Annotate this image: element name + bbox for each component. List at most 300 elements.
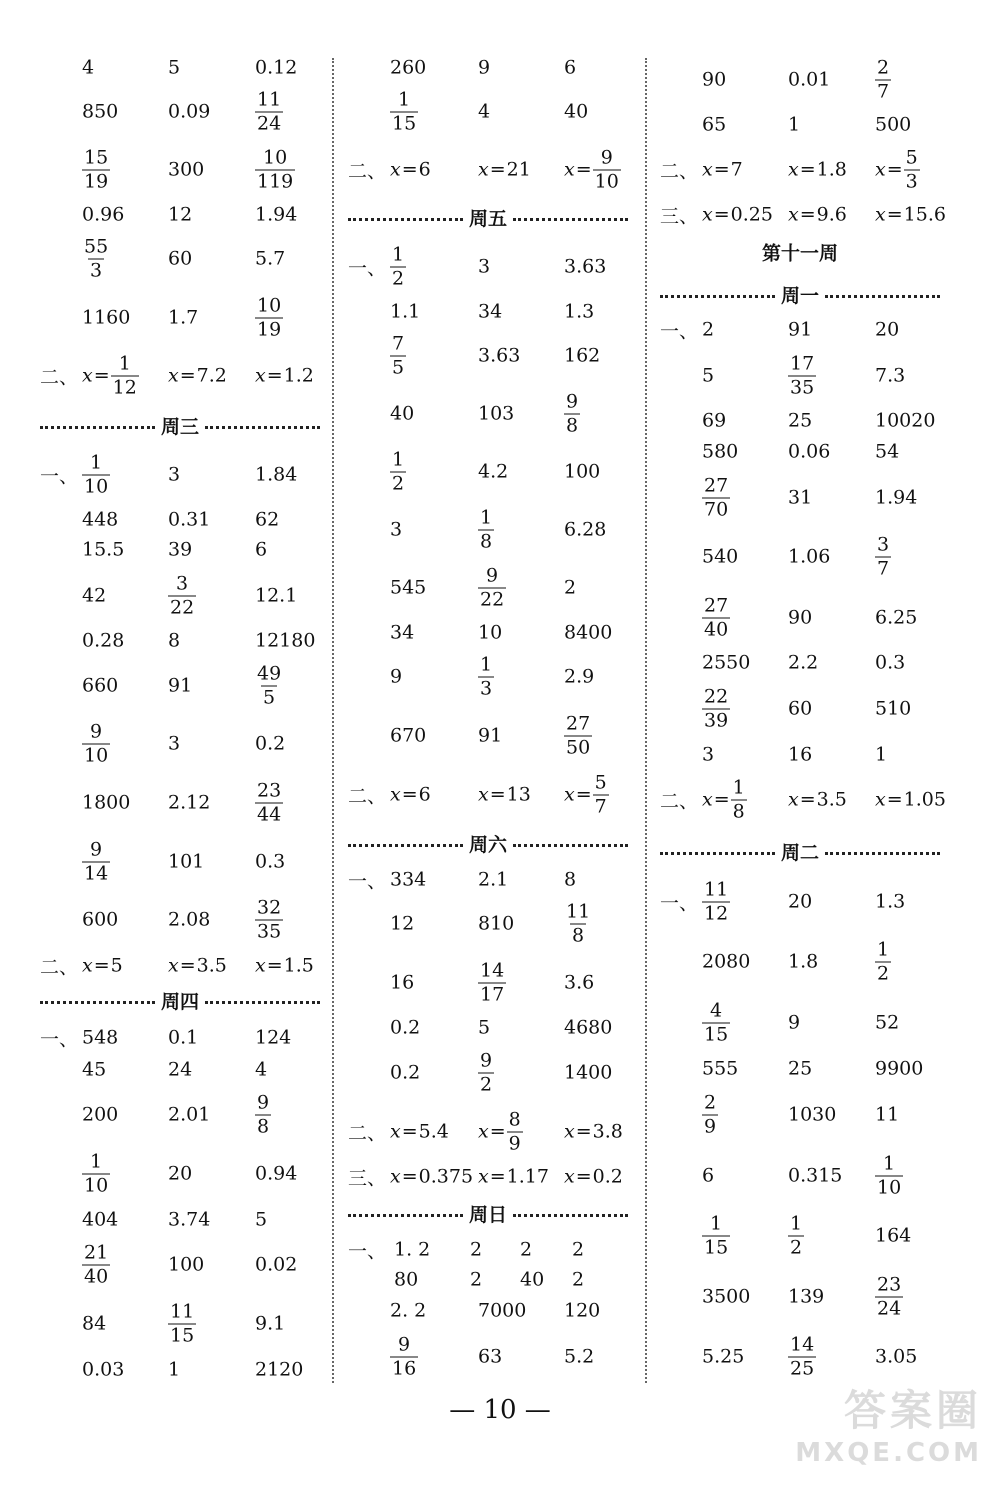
fraction-denominator: 15 — [704, 1236, 729, 1259]
answer-value: 6 — [702, 1164, 715, 1187]
answer-cell — [564, 1016, 613, 1039]
question-number: 二、 — [348, 785, 387, 808]
fraction-denominator: 2 — [790, 1236, 803, 1259]
answer-cell — [702, 651, 751, 674]
fraction-numerator: 1 — [398, 88, 411, 111]
fraction-numerator: 3 — [176, 572, 189, 595]
answer-cell — [788, 1212, 804, 1259]
answer-cell — [478, 1049, 494, 1096]
answer-cell — [875, 318, 900, 341]
answer-cell — [168, 572, 196, 619]
day-section-title: 周五 — [469, 207, 508, 230]
answer-cell — [168, 364, 227, 387]
answer-value: 0.2 — [390, 1061, 421, 1084]
answer-cell — [168, 1058, 193, 1081]
answer-row — [660, 105, 940, 145]
answer-cell — [702, 113, 727, 136]
variable-x: x — [390, 158, 401, 181]
answer-cell — [168, 203, 193, 226]
answer-value: 2 — [572, 1238, 585, 1261]
equals-sign: = — [489, 1165, 506, 1188]
answer-cell — [390, 1016, 421, 1039]
answer-cell — [255, 1026, 292, 1049]
answer-row — [40, 235, 320, 282]
equals-sign: = — [179, 364, 196, 387]
answer-cell — [168, 1253, 205, 1276]
answer-cell — [788, 788, 847, 811]
answer-cell — [875, 440, 900, 463]
answer-cell — [702, 1091, 718, 1138]
fraction — [731, 776, 747, 823]
answer-cell — [168, 538, 193, 561]
fraction — [702, 999, 730, 1046]
answer-value: 3.6 — [564, 971, 595, 994]
fraction — [82, 1150, 110, 1197]
answer-value: 1 — [168, 1358, 181, 1381]
answer-value: 3.74 — [168, 1208, 211, 1231]
answer-cell — [478, 56, 491, 79]
equation-solution — [875, 788, 946, 811]
answer-row — [660, 432, 940, 472]
answer-cell — [168, 158, 205, 181]
fraction — [702, 474, 730, 521]
answer-cell — [702, 68, 727, 91]
answer-row — [660, 56, 940, 103]
fraction-numerator: 1 — [877, 938, 890, 961]
answer-value: 510 — [875, 697, 912, 720]
equals-sign: = — [401, 158, 418, 181]
answer-cell — [572, 1238, 585, 1261]
fraction — [788, 352, 816, 399]
answer-value: 3 — [168, 463, 181, 486]
equals-sign: = — [266, 364, 283, 387]
answer-value: 6 — [418, 783, 431, 806]
fraction-numerator: 10 — [263, 146, 288, 169]
answer-cell — [255, 1162, 298, 1185]
answer-value: 0.02 — [255, 1253, 298, 1276]
question-number: 二、 — [40, 366, 79, 389]
answer-cell — [82, 1208, 119, 1231]
answer-value: 9 — [788, 1011, 801, 1034]
answer-cell — [564, 771, 609, 818]
answer-value: 2.08 — [168, 908, 211, 931]
answer-value: 21 — [506, 158, 531, 181]
answer-value: 2 — [702, 318, 715, 341]
fraction-denominator: 50 — [566, 736, 591, 759]
answer-value: 9.6 — [816, 203, 847, 226]
day-section-title: 周四 — [161, 990, 200, 1013]
answer-value: 0.03 — [82, 1358, 125, 1381]
answer-row — [660, 643, 940, 683]
answer-cell — [788, 113, 801, 136]
answer-cell — [168, 247, 193, 270]
answer-row — [40, 1050, 320, 1090]
answer-cell — [390, 300, 421, 323]
answer-value: 1.8 — [816, 158, 847, 181]
answer-value: 16 — [788, 743, 813, 766]
answer-cell — [82, 954, 123, 977]
answer-cell — [875, 364, 906, 387]
fraction — [564, 390, 580, 437]
fraction — [111, 352, 139, 399]
answer-row — [660, 776, 946, 823]
answer-cell — [478, 1016, 491, 1039]
answer-cell — [390, 1120, 449, 1143]
answer-value: 162 — [564, 344, 601, 367]
answer-cell — [702, 776, 747, 823]
answer-value: 20 — [168, 1162, 193, 1185]
answer-value: 1.8 — [788, 950, 819, 973]
answer-row — [348, 48, 628, 88]
answer-cell — [390, 576, 427, 599]
equals-sign: = — [179, 954, 196, 977]
dotted-leader — [40, 426, 155, 429]
answer-cell — [788, 486, 813, 509]
answer-cell — [788, 318, 813, 341]
equals-sign: = — [575, 1165, 592, 1188]
answer-row — [348, 613, 628, 653]
answer-value: 1800 — [82, 791, 131, 814]
variable-x: x — [390, 1165, 401, 1188]
fraction-numerator: 1 — [732, 776, 745, 799]
variable-x: x — [564, 158, 575, 181]
answer-value: 5 — [168, 56, 181, 79]
answer-row — [348, 390, 628, 437]
equation-solution — [875, 203, 946, 226]
answer-row — [348, 88, 628, 135]
answer-cell — [82, 508, 119, 531]
answer-cell — [390, 621, 415, 644]
answer-value: 15.6 — [903, 203, 946, 226]
answer-row — [660, 878, 940, 925]
answer-value: 16 — [390, 971, 415, 994]
day-section-heading — [660, 836, 940, 866]
answer-cell — [564, 1061, 613, 1084]
answer-value: 60 — [788, 697, 813, 720]
answer-value: 3 — [478, 255, 491, 278]
answer-cell — [255, 584, 298, 607]
answer-cell — [390, 868, 427, 891]
answer-cell — [564, 255, 607, 278]
answer-value: 12 — [390, 912, 415, 935]
variable-x: x — [788, 203, 799, 226]
answer-value: 1160 — [82, 306, 131, 329]
equals-sign: = — [886, 788, 903, 811]
answer-cell — [564, 900, 592, 947]
answer-value: 2120 — [255, 1358, 304, 1381]
answer-cell — [788, 352, 816, 399]
answer-cell — [82, 1058, 107, 1081]
variable-x: x — [168, 364, 179, 387]
equals-sign: = — [575, 783, 592, 806]
equation-solution — [82, 352, 139, 399]
answer-value: 0.12 — [255, 56, 298, 79]
answer-cell — [168, 791, 211, 814]
fraction-numerator: 11 — [566, 900, 591, 923]
answer-value: 0.06 — [788, 440, 831, 463]
fraction — [875, 1152, 903, 1199]
equation-solution — [390, 783, 431, 806]
answer-row — [348, 771, 628, 818]
answer-row — [660, 1152, 940, 1199]
answer-cell — [875, 1345, 918, 1368]
answer-value: 8 — [564, 868, 577, 891]
answer-row — [660, 195, 946, 235]
answer-value: 34 — [478, 300, 503, 323]
fraction-numerator: 4 — [710, 999, 723, 1022]
answer-row — [40, 662, 320, 709]
answer-value: 2 — [520, 1238, 533, 1261]
answer-row — [660, 1273, 940, 1320]
answer-row — [40, 146, 320, 193]
answer-value: 31 — [788, 486, 813, 509]
variable-x: x — [478, 1165, 489, 1188]
day-section-heading — [348, 828, 628, 858]
fraction-numerator: 5 — [905, 146, 918, 169]
fraction-denominator: 9 — [704, 1115, 717, 1138]
fraction-denominator: 17 — [480, 983, 505, 1006]
answer-value: 84 — [82, 1312, 107, 1335]
answer-row — [660, 146, 940, 193]
answer-value: 2.01 — [168, 1103, 211, 1126]
fraction-numerator: 1 — [480, 506, 493, 529]
answer-row — [660, 1333, 940, 1380]
fraction-numerator: 1 — [790, 1212, 803, 1235]
answer-cell — [478, 1165, 549, 1188]
answer-cell — [390, 332, 406, 379]
answer-cell — [82, 56, 95, 79]
fraction-denominator: 9 — [508, 1132, 521, 1155]
answer-value: 0.25 — [730, 203, 773, 226]
fraction — [875, 1273, 903, 1320]
fraction-denominator: 44 — [257, 803, 282, 826]
answer-cell — [702, 1057, 739, 1080]
answer-cell — [82, 538, 125, 561]
answer-value: 2550 — [702, 651, 751, 674]
answer-cell — [875, 533, 891, 580]
variable-x: x — [82, 364, 93, 387]
answer-value: 52 — [875, 1011, 900, 1034]
answer-row — [660, 474, 940, 521]
answer-cell — [875, 1103, 900, 1126]
answer-value: 7.2 — [196, 364, 227, 387]
equals-sign: = — [489, 1120, 506, 1143]
answer-row — [40, 1091, 320, 1138]
answer-cell — [82, 1312, 107, 1335]
answer-value: 2 — [564, 576, 577, 599]
fraction-denominator: 40 — [84, 1265, 109, 1288]
answer-cell — [478, 912, 515, 935]
answer-value: 11 — [875, 1103, 900, 1126]
answer-row — [348, 1291, 628, 1331]
answer-cell — [470, 1238, 483, 1261]
answer-row — [348, 448, 628, 495]
fraction-denominator: 8 — [257, 1115, 270, 1138]
answer-value: 2.1 — [478, 868, 509, 891]
dotted-leader — [825, 295, 940, 298]
equation-solution — [564, 146, 621, 193]
answer-row — [40, 779, 320, 826]
answer-row — [660, 1091, 940, 1138]
answer-value: 20 — [875, 318, 900, 341]
fraction-numerator: 9 — [90, 838, 103, 861]
dotted-leader — [513, 218, 628, 221]
fraction-numerator: 15 — [84, 146, 109, 169]
equals-sign: = — [886, 158, 903, 181]
answer-cell — [255, 850, 286, 873]
fraction-denominator: 19 — [84, 170, 109, 193]
answer-cell — [702, 950, 751, 973]
answer-value: 1400 — [564, 1061, 613, 1084]
answer-cell — [82, 838, 110, 885]
answer-cell — [788, 606, 813, 629]
answer-row — [660, 310, 940, 350]
fraction-denominator: 70 — [704, 498, 729, 521]
variable-x: x — [564, 1120, 575, 1143]
fraction — [478, 1049, 494, 1096]
answer-value: 2. 2 — [390, 1299, 427, 1322]
answer-cell — [572, 1268, 585, 1291]
fraction — [255, 896, 283, 943]
answer-cell — [390, 402, 415, 425]
fraction-numerator: 8 — [508, 1108, 521, 1131]
answer-cell — [168, 508, 211, 531]
answer-cell — [564, 1345, 595, 1368]
dotted-leader — [513, 844, 628, 847]
page-number: — 10 — — [449, 1395, 551, 1425]
answer-value: 8 — [168, 629, 181, 652]
answer-cell — [82, 306, 131, 329]
answer-cell — [82, 1150, 110, 1197]
answer-value: 1.3 — [875, 890, 906, 913]
dotted-leader — [348, 1214, 463, 1217]
answer-cell — [82, 791, 131, 814]
fraction — [390, 243, 406, 290]
answer-cell — [168, 463, 181, 486]
answer-row — [348, 1108, 628, 1155]
answer-cell — [788, 409, 813, 432]
answer-value: 1 — [788, 113, 801, 136]
answer-value: 580 — [702, 440, 739, 463]
fraction — [702, 1212, 730, 1259]
answer-cell — [875, 938, 891, 985]
fraction — [255, 779, 283, 826]
answer-value: 1.5 — [283, 954, 314, 977]
answer-cell — [788, 440, 831, 463]
variable-x: x — [255, 954, 266, 977]
answer-cell — [702, 409, 727, 432]
fraction — [168, 572, 196, 619]
answer-cell — [255, 732, 286, 755]
answer-row — [348, 1049, 628, 1096]
answer-cell — [788, 158, 847, 181]
equals-sign: = — [401, 1165, 418, 1188]
answer-value: 25 — [788, 409, 813, 432]
answer-value: 63 — [478, 1345, 503, 1368]
answer-cell — [478, 344, 521, 367]
answer-cell — [82, 908, 119, 931]
variable-x: x — [255, 364, 266, 387]
dotted-leader — [348, 844, 463, 847]
fraction-denominator: 15 — [392, 112, 417, 135]
variable-x: x — [478, 158, 489, 181]
answer-value: 60 — [168, 247, 193, 270]
fraction-numerator: 1 — [118, 352, 131, 375]
answer-row — [40, 1150, 320, 1197]
answer-cell — [564, 518, 607, 541]
answer-cell — [875, 409, 936, 432]
fraction-numerator: 1 — [392, 448, 405, 471]
fraction — [82, 451, 110, 498]
fraction — [168, 1300, 196, 1347]
answer-cell — [255, 538, 268, 561]
fraction-numerator: 2 — [704, 1091, 717, 1114]
answer-cell — [875, 1273, 903, 1320]
column-3 — [660, 0, 946, 1390]
question-number: 一、 — [660, 320, 699, 343]
answer-value: 448 — [82, 508, 119, 531]
answer-row — [660, 352, 940, 399]
watermark — [795, 1378, 982, 1468]
dotted-leader — [825, 852, 940, 855]
fraction — [82, 235, 110, 282]
variable-x: x — [82, 954, 93, 977]
answer-cell — [390, 243, 406, 290]
fraction-numerator: 2 — [877, 56, 890, 79]
answer-cell — [875, 697, 912, 720]
answer-value: 4 — [478, 100, 491, 123]
fraction-numerator: 11 — [704, 878, 729, 901]
answer-cell — [255, 662, 283, 709]
answer-value: 40 — [564, 100, 589, 123]
question-number: 三、 — [660, 205, 699, 228]
answer-value: 5.2 — [564, 1345, 595, 1368]
answer-cell — [702, 1285, 751, 1308]
answer-value: 810 — [478, 912, 515, 935]
fraction — [593, 771, 609, 818]
answer-value: 80 — [394, 1268, 419, 1291]
equation-solution — [255, 364, 314, 387]
answer-cell — [875, 1224, 912, 1247]
answer-cell — [390, 1299, 427, 1322]
answer-value: 4.2 — [478, 460, 509, 483]
variable-x: x — [875, 203, 886, 226]
answer-cell — [788, 1333, 816, 1380]
answer-value: 1. 2 — [394, 1238, 431, 1261]
fraction — [564, 712, 592, 759]
fraction-numerator: 1 — [883, 1152, 896, 1175]
answer-row — [660, 938, 940, 985]
answer-value: 6 — [418, 158, 431, 181]
answer-value: 4 — [255, 1058, 268, 1081]
equation-solution — [788, 158, 847, 181]
answer-value: 90 — [788, 606, 813, 629]
answer-value: 54 — [875, 440, 900, 463]
answer-value: 1 — [875, 743, 888, 766]
answer-cell — [788, 545, 831, 568]
answer-value: 0.01 — [788, 68, 831, 91]
answer-value: 1.94 — [875, 486, 918, 509]
fraction-numerator: 9 — [90, 720, 103, 743]
fraction-denominator: 7 — [877, 80, 890, 103]
answer-value: 5.4 — [418, 1120, 449, 1143]
answer-cell — [82, 235, 110, 282]
answer-cell — [702, 364, 715, 387]
fraction-denominator: 12 — [704, 902, 729, 925]
answer-row — [660, 999, 940, 1046]
answer-value: 5 — [110, 954, 123, 977]
day-section-heading — [40, 410, 320, 440]
